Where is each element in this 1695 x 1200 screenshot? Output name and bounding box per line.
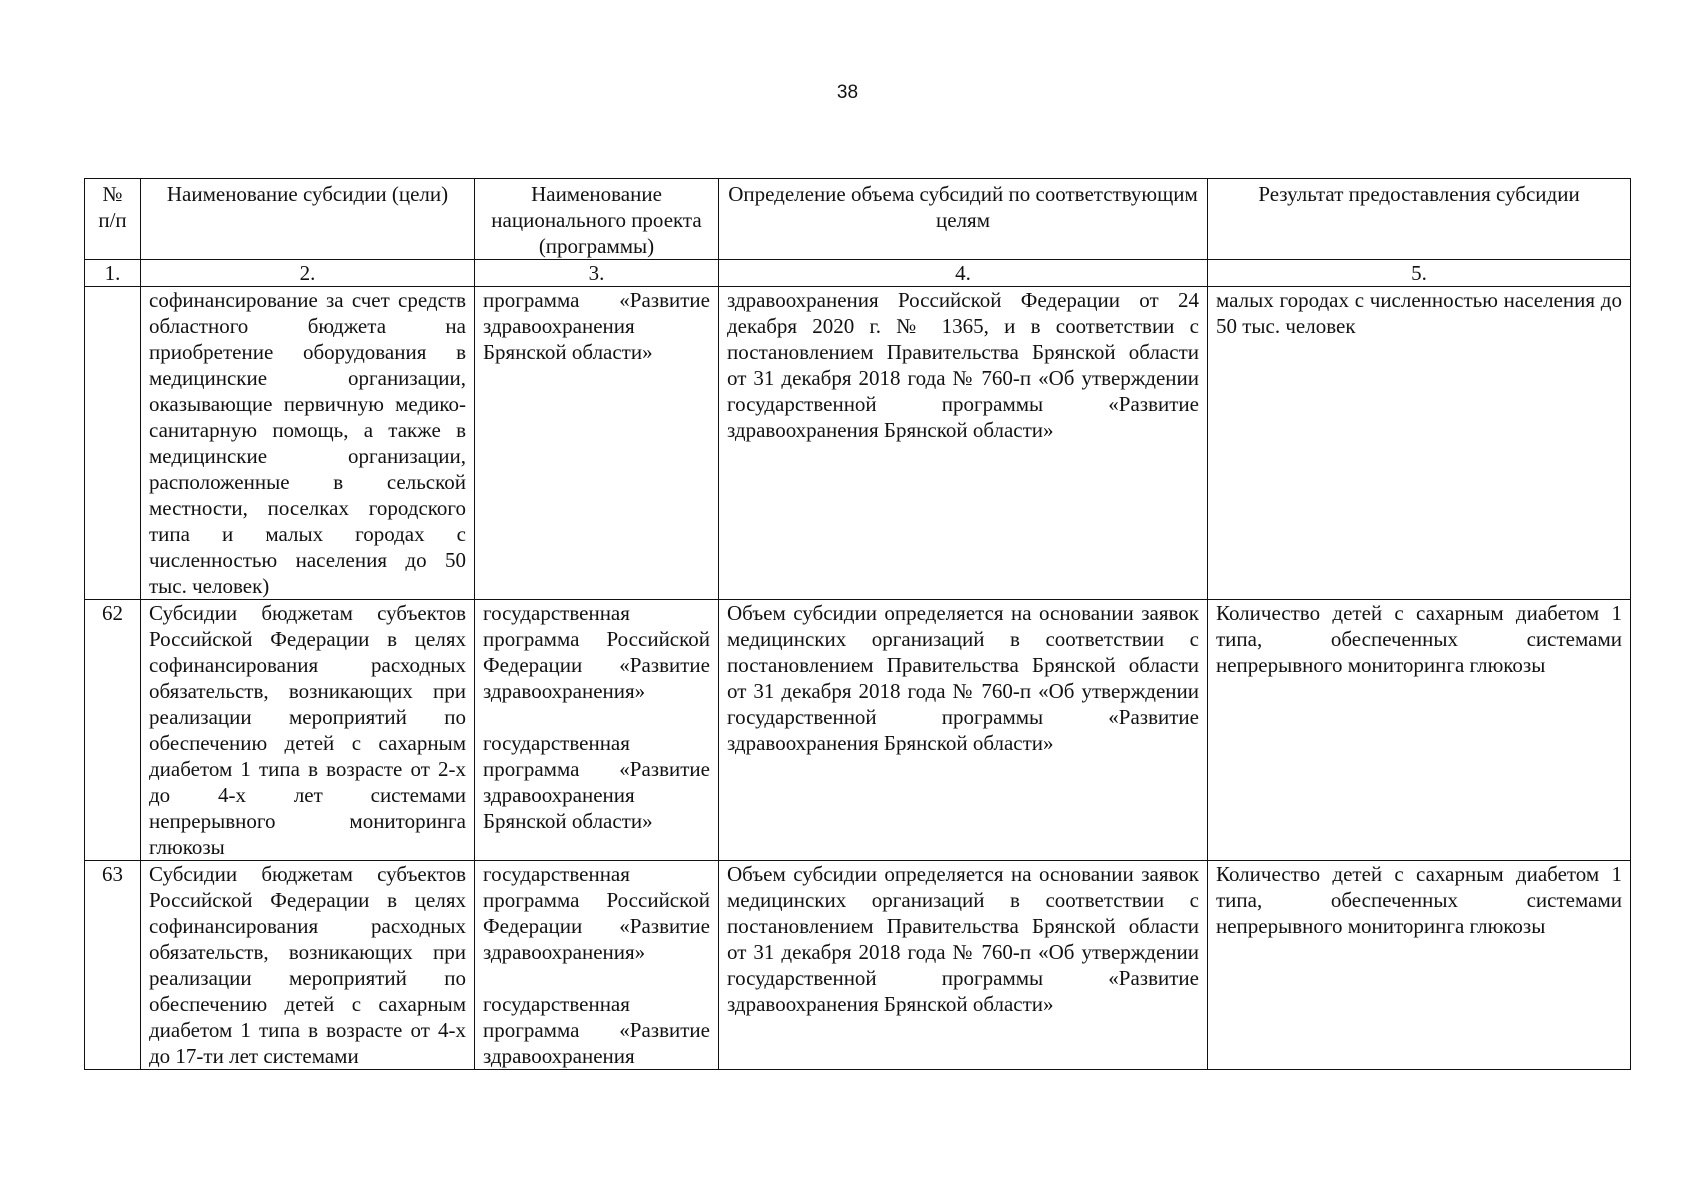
project-cell	[475, 600, 719, 861]
column-number: 1.	[85, 260, 141, 287]
page-number: 38	[836, 82, 859, 103]
header-number: № п/п	[85, 179, 141, 260]
header-national-project: Наименование национального проекта (программы)	[475, 179, 719, 260]
column-number: 3.	[475, 260, 719, 287]
result-cell: Количество детей с сахарным диабетом 1 типа, обеспеченных системами непрерывного мониторинга глюкозы	[1208, 861, 1631, 1070]
definition-cell: Объем субсидии определяется на основании заявок медицинских организаций в соответствии с постановлением Правительства Брянской области от 31 декабря 2018 года № 760-п «Об утверждении государственной программы «Развитие здравоохранения Брянской области»	[719, 861, 1208, 1070]
header-subsidy-name: Наименование субсидии (цели)	[141, 179, 475, 260]
column-number: 2.	[141, 260, 475, 287]
column-number: 4.	[719, 260, 1208, 287]
column-number: 5.	[1208, 260, 1631, 287]
regional-program-text: государственная программа «Развитие здравоохранения Брянской области»	[483, 731, 710, 833]
row-number: 62	[85, 600, 141, 861]
federal-program-text: государственная программа Российской Федерации «Развитие здравоохранения»	[483, 862, 710, 964]
project-cell	[475, 861, 719, 1070]
subsidies-table	[84, 178, 1631, 1070]
result-cell: малых городах с численностью населения до 50 тыс. человек	[1208, 287, 1631, 600]
subsidy-name-cell: Субсидии бюджетам субъектов Российской Федерации в целях софинансирования расходных обязательств, возникающих при реализации мероприятий по обеспечению детей с сахарным диабетом 1 типа в возрасте от 4-х до 17-ти лет системами	[141, 861, 475, 1070]
column-number-row	[85, 260, 1631, 287]
subsidy-name-cell: Субсидии бюджетам субъектов Российской Федерации в целях софинансирования расходных обязательств, возникающих при реализации мероприятий по обеспечению детей с сахарным диабетом 1 типа в возрасте от 2-х до 4-х лет системами непрерывного мониторинга глюкозы	[141, 600, 475, 861]
table-row	[85, 600, 1631, 861]
regional-program-text: государственная программа «Развитие здравоохранения	[483, 992, 710, 1068]
federal-program-text: государственная программа Российской Федерации «Развитие здравоохранения»	[483, 601, 710, 703]
project-text: программа «Развитие здравоохранения Брянской области»	[483, 288, 710, 364]
definition-cell: здравоохранения Российской Федерации от 24 декабря 2020 г. № 1365, и в соответствии с постановлением Правительства Брянской области от 31 декабря 2018 года № 760-п «Об утверждении государственной программы «Развитие здравоохранения Брянской области»	[719, 287, 1208, 600]
row-number	[85, 287, 141, 600]
subsidy-name-cell: софинансирование за счет средств областного бюджета на приобретение оборудования в медицинские организации, оказывающие первичную медико- санитарную помощь, а также в медицинские организации, расположенные в сельской местности, поселках городского типа и малых городах с численностью населения до 50 тыс. человек)	[141, 287, 475, 600]
result-cell: Количество детей с сахарным диабетом 1 типа, обеспеченных системами непрерывного мониторинга глюкозы	[1208, 600, 1631, 861]
definition-cell: Объем субсидии определяется на основании заявок медицинских организаций в соответствии с постановлением Правительства Брянской области от 31 декабря 2018 года № 760-п «Об утверждении государственной программы «Развитие здравоохранения Брянской области»	[719, 600, 1208, 861]
header-volume-definition: Определение объема субсидий по соответствующим целям	[719, 179, 1208, 260]
project-cell	[475, 287, 719, 600]
header-result: Результат предоставления субсидии	[1208, 179, 1631, 260]
header-row	[85, 179, 1631, 260]
table-row	[85, 861, 1631, 1070]
table-row	[85, 287, 1631, 600]
row-number: 63	[85, 861, 141, 1070]
